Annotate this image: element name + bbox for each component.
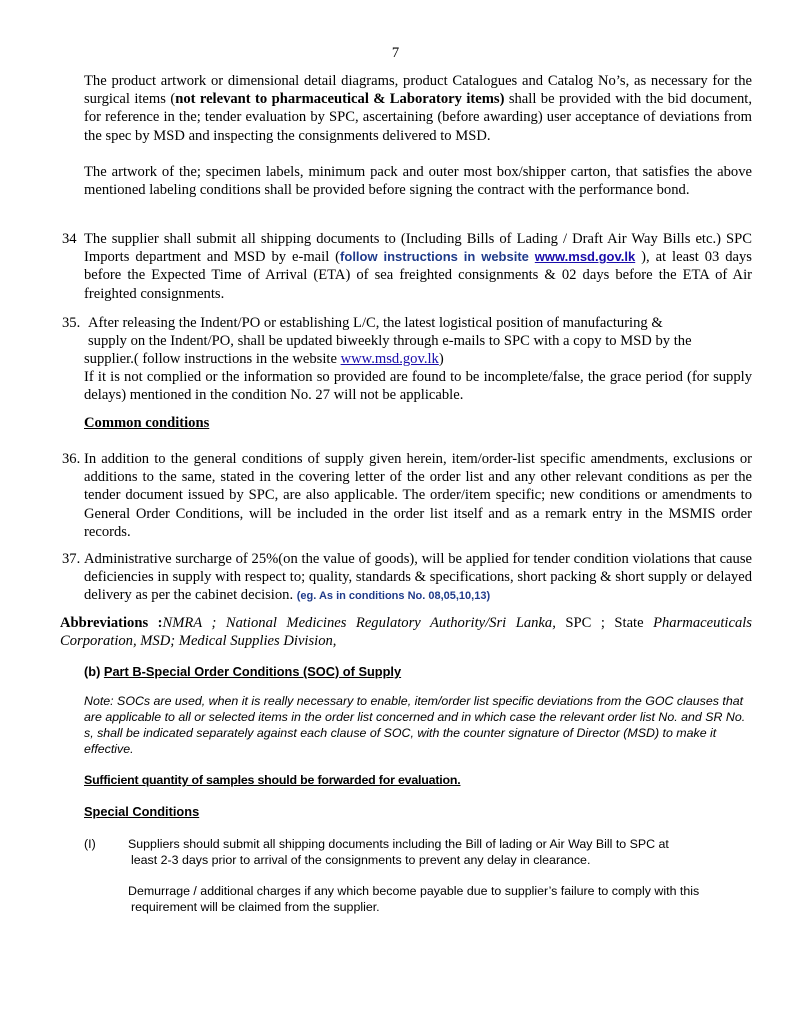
- item-number-37: 37.: [62, 551, 81, 567]
- text: ): [438, 351, 444, 367]
- item-number-36: 36.: [62, 451, 81, 467]
- demurrage-line-2: requirement will be claimed from the supplier.: [131, 900, 380, 914]
- samples-notice: Sufficient quantity of samples should be forwarded for evaluation.: [84, 773, 461, 787]
- abbreviations-label: Abbreviations :: [60, 615, 163, 631]
- page-number: 7: [391, 45, 400, 61]
- soc-note: Note: SOCs are used, when it is really necessary to enable, item/order list specific deviations from the GOC clauses that are applicable to all or selected items in the order list concerned and in which case the relevant order list No. and SR No. s, shall be indicated separately against each clause of SOC, with the counter signature of Director (MSD) to make it effective.: [84, 694, 746, 756]
- item-35-line-1: After releasing the Indent/PO or establishing L/C, the latest logistical position of manufacturing &: [88, 315, 663, 331]
- text: shall be provided with the bid document, for reference in the; tender evaluation by SPC, ascertaining (before awarding) user acceptance of deviations from the spec by MSD and inspecting the consignments delivered to MSD.: [84, 91, 752, 144]
- item-35-line-3: [84, 350, 444, 368]
- special-condition-line-2: least 2-3 days prior to arrival of the consignments to prevent any delay in clearance.: [131, 853, 591, 867]
- item-34-text: [84, 230, 752, 303]
- item-number-35: 35.: [62, 315, 81, 331]
- text: The supplier shall submit all shipping documents to (Including Bills of Lading / Draft Air Way Bills etc.) SPC Imports department and MSD by e-mail (: [84, 231, 752, 266]
- special-condition-number: (I): [84, 837, 96, 851]
- item-number-34: 34: [62, 231, 77, 247]
- part-b-heading: [84, 664, 401, 680]
- msd-website-link[interactable]: www.msd.gov.lk: [340, 351, 439, 367]
- paragraph-artwork-catalogues: [84, 72, 752, 145]
- demurrage-line-1: Demurrage / additional charges if any which become payable due to supplier’s failure to comply with this: [128, 884, 700, 898]
- msd-website-link[interactable]: www.msd.gov.lk: [534, 249, 636, 265]
- paragraph-specimen-labels: The artwork of the; specimen labels, minimum pack and outer most box/shipper carton, that satisfies the above mentioned labeling conditions shall be provided before signing the contract with the performance bond.: [84, 164, 752, 199]
- text: The product artwork or dimensional detail diagrams, product Catalogues and Catalog No’s, as necessary for the surgical items (: [84, 73, 752, 108]
- text: NMRA ; National Medicines Regulatory Authority/Sri Lanka,: [162, 615, 556, 631]
- text: Pharmaceuticals Corporation, MSD; Medical Supplies Division,: [60, 615, 752, 650]
- text: supplier.( follow instructions in the website: [84, 351, 341, 367]
- text: Administrative surcharge of 25%(on the value of goods), will be applied for tender condition violations that cause deficiencies in supply with respect to; quality, standards & specifications, short packing & short supply or delayed delivery as per the cabinet decision.: [84, 551, 752, 604]
- bold-text: not relevant to pharmaceutical & Laboratory items): [175, 91, 505, 108]
- special-condition-line-1: Suppliers should submit all shipping documents including the Bill of lading or Air Way Bill to SPC at: [128, 837, 669, 851]
- special-conditions-heading: Special Conditions: [84, 804, 200, 819]
- condition-reference: (eg. As in conditions No. 08,05,10,13): [296, 590, 491, 603]
- instruction-text: follow instructions in website: [340, 249, 535, 265]
- abbreviations: [60, 614, 752, 650]
- common-conditions-heading: Common conditions: [84, 415, 210, 431]
- item-37-text: [84, 550, 752, 606]
- part-b-prefix: (b): [84, 664, 104, 679]
- item-35-line-2: supply on the Indent/PO, shall be updated biweekly through e-mails to SPC with a copy to MSD by the: [88, 333, 692, 349]
- item-35-grace-period: If it is not complied or the information so provided are found to be incomplete/false, the grace period (for supply delays) mentioned in the condition No. 27 will not be applicable.: [84, 369, 752, 404]
- item-36-text: In addition to the general conditions of supply given herein, item/order-list specific amendments, exclusions or additions to the same, stated in the covering letter of the order list and any other relevant conditions as per the tender document issued by SPC, are also applicable. The order/item specific; new conditions or amendments to General Order Conditions, will be included in the order list itself and as a remark entry in the MSMIS order records.: [84, 451, 752, 540]
- text: SPC ; State: [555, 615, 654, 631]
- text: ), at least 03 days before the Expected Time of Arrival (ETA) of sea freighted consignments & 02 days before the ETA of Air freighted consignments.: [84, 249, 752, 302]
- part-b-title: Part B-Special Order Conditions (SOC) of Supply: [103, 664, 402, 679]
